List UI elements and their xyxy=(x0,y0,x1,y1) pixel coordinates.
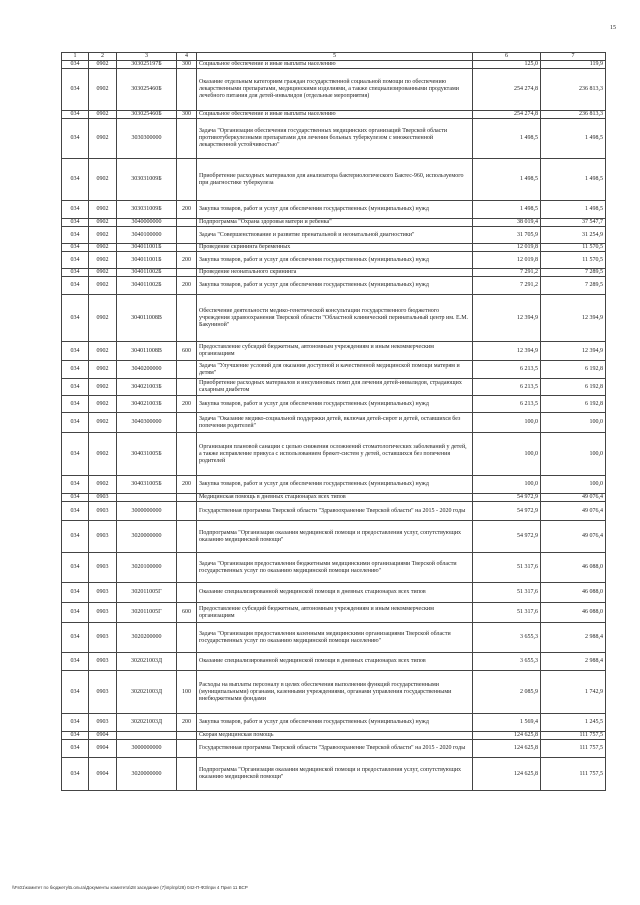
description-cell: Приобретение расходных материалов для анализатора бактериологического Бактес-960, используемого при диагностике туберкулеза xyxy=(197,159,473,201)
amount-planned-cell: 3 655,3 xyxy=(473,623,541,653)
expense-type-code-cell: 200 xyxy=(177,476,197,494)
target-article-code-cell: 304011001Б xyxy=(117,252,177,269)
table-row xyxy=(62,603,606,623)
file-path-footer: \\Fs01\комитет по бюджету\Б.ольга\Документы комитета\28 заседание (7)\пр\пр\28) 042-П-ФЗ\при 4 Прил 11 ВСР xyxy=(12,885,248,890)
department-code-cell: 034 xyxy=(62,119,89,159)
amount-executed-cell: 49 076,4 xyxy=(541,502,606,521)
section-code-cell: 0902 xyxy=(89,277,117,295)
target-article-code-cell: 304011002Б xyxy=(117,277,177,295)
department-code-cell: 034 xyxy=(62,295,89,342)
target-article-code-cell: 3030300000 xyxy=(117,119,177,159)
table-row xyxy=(62,277,606,295)
table-row xyxy=(62,623,606,653)
section-code-cell: 0902 xyxy=(89,433,117,476)
amount-planned-cell: 124 625,8 xyxy=(473,740,541,758)
amount-executed-cell: 1 742,9 xyxy=(541,671,606,714)
section-code-cell: 0902 xyxy=(89,396,117,413)
amount-planned-cell: 54 972,9 xyxy=(473,521,541,553)
amount-planned-cell: 100,0 xyxy=(473,433,541,476)
description-cell: Приобретение расходных материалов и инсулиновых помп для лечения детей-инвалидов, страдающих сахарным диабетом xyxy=(197,379,473,396)
page-number: 15 xyxy=(610,25,616,31)
table-row xyxy=(62,740,606,758)
amount-executed-cell: 100,0 xyxy=(541,413,606,433)
description-cell: Закупка товаров, работ и услуг для обеспечения государственных (муниципальных) нужд xyxy=(197,252,473,269)
amount-executed-cell: 37 547,7 xyxy=(541,219,606,227)
section-code-cell: 0903 xyxy=(89,553,117,583)
table-row xyxy=(62,379,606,396)
amount-executed-cell: 2 988,4 xyxy=(541,623,606,653)
department-code-cell: 034 xyxy=(62,361,89,379)
section-code-cell: 0902 xyxy=(89,227,117,244)
department-code-cell: 034 xyxy=(62,623,89,653)
amount-executed-cell: 31 254,9 xyxy=(541,227,606,244)
description-cell: Обеспечение деятельности медико-генетической консультации государственного бюджетного учреждения здравоохранения Тверской области "Областной клинический перинатальный центр им. Е.М. Бакуниной" xyxy=(197,295,473,342)
expense-type-code-cell: 200 xyxy=(177,201,197,219)
target-article-code-cell: 304011008В xyxy=(117,295,177,342)
target-article-code-cell: 3000000000 xyxy=(117,502,177,521)
table-row xyxy=(62,219,606,227)
table-row xyxy=(62,433,606,476)
amount-executed-cell: 12 394,9 xyxy=(541,342,606,361)
amount-planned-cell: 124 625,8 xyxy=(473,758,541,791)
amount-planned-cell: 100,0 xyxy=(473,476,541,494)
amount-planned-cell: 100,0 xyxy=(473,413,541,433)
header-row xyxy=(62,53,606,61)
section-code-cell: 0904 xyxy=(89,758,117,791)
amount-executed-cell: 49 076,4 xyxy=(541,521,606,553)
department-code-cell: 034 xyxy=(62,553,89,583)
amount-executed-cell: 12 394,9 xyxy=(541,295,606,342)
target-article-code-cell: 3040200000 xyxy=(117,361,177,379)
section-code-cell: 0903 xyxy=(89,623,117,653)
description-cell: Государственная программа Тверской области "Здравоохранение Тверской области" на 2015 - 2020 годы xyxy=(197,502,473,521)
table-row xyxy=(62,111,606,119)
description-cell: Задача "Совершенствование и развитие пренатальной и неонатальной диагностики" xyxy=(197,227,473,244)
amount-executed-cell: 6 192,8 xyxy=(541,379,606,396)
table-row xyxy=(62,269,606,277)
amount-executed-cell: 11 570,5 xyxy=(541,252,606,269)
description-cell: Оказание специализированной медицинской помощи в дневных стационарах всех типов xyxy=(197,583,473,603)
target-article-code-cell: 3020100000 xyxy=(117,553,177,583)
expense-type-code-cell xyxy=(177,732,197,740)
expense-type-code-cell xyxy=(177,653,197,671)
section-code-cell: 0902 xyxy=(89,69,117,111)
expense-type-code-cell xyxy=(177,227,197,244)
table-row xyxy=(62,61,606,69)
expense-type-code-cell: 600 xyxy=(177,603,197,623)
section-code-cell: 0903 xyxy=(89,653,117,671)
target-article-code-cell: 303025460Б xyxy=(117,69,177,111)
expense-type-code-cell xyxy=(177,413,197,433)
expense-type-code-cell xyxy=(177,553,197,583)
table-row xyxy=(62,758,606,791)
amount-planned-cell: 3 655,3 xyxy=(473,653,541,671)
table-row xyxy=(62,295,606,342)
section-code-cell: 0903 xyxy=(89,603,117,623)
amount-planned-cell: 1 498,5 xyxy=(473,201,541,219)
header-col-5: 5 xyxy=(197,53,473,61)
amount-executed-cell: 6 192,8 xyxy=(541,396,606,413)
header-col-3: 3 xyxy=(117,53,177,61)
section-code-cell: 0902 xyxy=(89,295,117,342)
amount-planned-cell: 6 213,5 xyxy=(473,396,541,413)
table-row xyxy=(62,494,606,502)
department-code-cell: 034 xyxy=(62,227,89,244)
description-cell: Проведение скрининга беременных xyxy=(197,244,473,252)
department-code-cell: 034 xyxy=(62,502,89,521)
amount-planned-cell: 12 019,8 xyxy=(473,244,541,252)
amount-planned-cell: 12 394,9 xyxy=(473,295,541,342)
amount-planned-cell: 125,0 xyxy=(473,61,541,69)
description-cell: Социальное обеспечение и иные выплаты населению xyxy=(197,61,473,69)
target-article-code-cell: 304011002Б xyxy=(117,269,177,277)
expense-type-code-cell: 200 xyxy=(177,714,197,732)
target-article-code-cell: 302021003Д xyxy=(117,671,177,714)
department-code-cell: 034 xyxy=(62,111,89,119)
expense-type-code-cell xyxy=(177,494,197,502)
target-article-code-cell: 302021003Д xyxy=(117,714,177,732)
amount-executed-cell: 2 988,4 xyxy=(541,653,606,671)
amount-planned-cell: 254 274,8 xyxy=(473,111,541,119)
amount-executed-cell: 100,0 xyxy=(541,433,606,476)
description-cell: Организация плановой санации с целью снижения осложнений стоматологических заболеваний у детей, а также исправление прикуса с использованием брекет-систем у детей, оставшихся без попечения родителей xyxy=(197,433,473,476)
amount-planned-cell: 6 213,5 xyxy=(473,361,541,379)
expense-type-code-cell: 600 xyxy=(177,342,197,361)
table-row xyxy=(62,476,606,494)
target-article-code-cell: 3000000000 xyxy=(117,740,177,758)
target-article-code-cell: 303025197Б xyxy=(117,61,177,69)
section-code-cell: 0903 xyxy=(89,494,117,502)
department-code-cell: 034 xyxy=(62,671,89,714)
description-cell: Задача "Организация предоставления бюджетными медицинскими организациями Тверской области государственных услуг по оказанию медицинской помощи населению" xyxy=(197,553,473,583)
section-code-cell: 0902 xyxy=(89,413,117,433)
description-cell: Закупка товаров, работ и услуг для обеспечения государственных (муниципальных) нужд xyxy=(197,714,473,732)
department-code-cell: 034 xyxy=(62,758,89,791)
description-cell: Подпрограмма "Охрана здоровья матери и ребенка" xyxy=(197,219,473,227)
expense-type-code-cell xyxy=(177,623,197,653)
section-code-cell: 0902 xyxy=(89,379,117,396)
amount-executed-cell: 46 088,0 xyxy=(541,583,606,603)
amount-planned-cell: 12 019,8 xyxy=(473,252,541,269)
description-cell: Задача "Организация предоставления казенными медицинскими организациями Тверской области государственных услуг по оказанию медицинской помощи населению" xyxy=(197,623,473,653)
section-code-cell: 0904 xyxy=(89,732,117,740)
table-row xyxy=(62,521,606,553)
description-cell: Закупка товаров, работ и услуг для обеспечения государственных (муниципальных) нужд xyxy=(197,201,473,219)
amount-executed-cell: 7 289,5 xyxy=(541,277,606,295)
amount-executed-cell: 1 498,5 xyxy=(541,201,606,219)
section-code-cell: 0902 xyxy=(89,159,117,201)
target-article-code-cell: 302021003Д xyxy=(117,653,177,671)
amount-planned-cell: 1 498,5 xyxy=(473,159,541,201)
table-row xyxy=(62,159,606,201)
section-code-cell: 0902 xyxy=(89,252,117,269)
section-code-cell: 0903 xyxy=(89,521,117,553)
description-cell: Задача "Оказание медико-социальной поддержки детей, включая детей-сирот и детей, оставшихся без попечения родителей" xyxy=(197,413,473,433)
department-code-cell: 034 xyxy=(62,653,89,671)
department-code-cell: 034 xyxy=(62,583,89,603)
amount-planned-cell: 51 317,6 xyxy=(473,553,541,583)
target-article-code-cell: 303025460Б xyxy=(117,111,177,119)
description-cell: Предоставление субсидий бюджетным, автономным учреждениям и иным некоммерческим организациям xyxy=(197,342,473,361)
description-cell: Предоставление субсидий бюджетным, автономным учреждениям и иным некоммерческим организациям xyxy=(197,603,473,623)
description-cell: Проведение неонатального скрининга xyxy=(197,269,473,277)
target-article-code-cell: 3020200000 xyxy=(117,623,177,653)
department-code-cell: 034 xyxy=(62,252,89,269)
section-code-cell: 0902 xyxy=(89,269,117,277)
department-code-cell: 034 xyxy=(62,732,89,740)
target-article-code-cell: 3040100000 xyxy=(117,227,177,244)
section-code-cell: 0902 xyxy=(89,244,117,252)
section-code-cell: 0903 xyxy=(89,714,117,732)
amount-executed-cell: 1 245,5 xyxy=(541,714,606,732)
section-code-cell: 0902 xyxy=(89,111,117,119)
department-code-cell: 034 xyxy=(62,159,89,201)
header-col-4: 4 xyxy=(177,53,197,61)
expense-type-code-cell: 300 xyxy=(177,61,197,69)
section-code-cell: 0902 xyxy=(89,119,117,159)
expense-type-code-cell xyxy=(177,69,197,111)
table-row xyxy=(62,244,606,252)
description-cell: Закупка товаров, работ и услуг для обеспечения государственных (муниципальных) нужд xyxy=(197,396,473,413)
description-cell: Подпрограмма "Организация оказания медицинской помощи и предоставления услуг, сопутствующих оказанию медицинской помощи" xyxy=(197,521,473,553)
section-code-cell: 0903 xyxy=(89,583,117,603)
table-row xyxy=(62,553,606,583)
amount-planned-cell: 1 498,5 xyxy=(473,119,541,159)
target-article-code-cell: 304021003Б xyxy=(117,379,177,396)
department-code-cell: 034 xyxy=(62,342,89,361)
target-article-code-cell: 3020000000 xyxy=(117,758,177,791)
section-code-cell: 0902 xyxy=(89,361,117,379)
amount-executed-cell: 46 088,0 xyxy=(541,553,606,583)
department-code-cell: 034 xyxy=(62,494,89,502)
table-row xyxy=(62,201,606,219)
amount-planned-cell: 12 394,9 xyxy=(473,342,541,361)
table-header xyxy=(62,53,606,61)
section-code-cell: 0903 xyxy=(89,502,117,521)
description-cell: Расходы на выплаты персоналу в целях обеспечения выполнения функций государственными (муниципальными) органами, казенными учреждениями, органами управления государственными внебюджетными фондами xyxy=(197,671,473,714)
section-code-cell: 0902 xyxy=(89,201,117,219)
expense-type-code-cell xyxy=(177,433,197,476)
target-article-code-cell: 3020000000 xyxy=(117,521,177,553)
amount-planned-cell: 124 625,8 xyxy=(473,732,541,740)
table-row xyxy=(62,361,606,379)
header-col-2: 2 xyxy=(89,53,117,61)
table-row xyxy=(62,396,606,413)
section-code-cell: 0903 xyxy=(89,671,117,714)
amount-planned-cell: 7 291,2 xyxy=(473,269,541,277)
amount-executed-cell: 46 088,0 xyxy=(541,603,606,623)
department-code-cell: 034 xyxy=(62,433,89,476)
amount-planned-cell: 6 213,5 xyxy=(473,379,541,396)
expense-type-code-cell: 200 xyxy=(177,396,197,413)
expense-type-code-cell xyxy=(177,758,197,791)
amount-planned-cell: 51 317,6 xyxy=(473,603,541,623)
table-row xyxy=(62,502,606,521)
amount-planned-cell: 1 569,4 xyxy=(473,714,541,732)
header-col-6: 6 xyxy=(473,53,541,61)
table-row xyxy=(62,583,606,603)
amount-executed-cell: 1 498,5 xyxy=(541,159,606,201)
target-article-code-cell: 3040000000 xyxy=(117,219,177,227)
expense-type-code-cell xyxy=(177,269,197,277)
target-article-code-cell: 304021003Б xyxy=(117,396,177,413)
department-code-cell: 034 xyxy=(62,244,89,252)
department-code-cell: 034 xyxy=(62,61,89,69)
table-row xyxy=(62,119,606,159)
table-row xyxy=(62,732,606,740)
expense-type-code-cell: 200 xyxy=(177,252,197,269)
description-cell: Оказание специализированной медицинской помощи в дневных стационарах всех типов xyxy=(197,653,473,671)
table-row xyxy=(62,413,606,433)
amount-planned-cell: 7 291,2 xyxy=(473,277,541,295)
target-article-code-cell: 304011008В xyxy=(117,342,177,361)
department-code-cell: 034 xyxy=(62,476,89,494)
amount-executed-cell: 236 813,3 xyxy=(541,69,606,111)
target-article-code-cell xyxy=(117,494,177,502)
expense-type-code-cell xyxy=(177,521,197,553)
header-col-1: 1 xyxy=(62,53,89,61)
amount-executed-cell: 7 289,5 xyxy=(541,269,606,277)
department-code-cell: 034 xyxy=(62,714,89,732)
description-cell: Задача "Организация обеспечения государственных медицинских организаций Тверской области противотуберкулезными препаратами для лечения больных туберкулезом с множественной лекарственной устойчивостью" xyxy=(197,119,473,159)
target-article-code-cell: 302011005Г xyxy=(117,583,177,603)
department-code-cell: 034 xyxy=(62,740,89,758)
target-article-code-cell: 304031005Б xyxy=(117,433,177,476)
department-code-cell: 034 xyxy=(62,413,89,433)
amount-planned-cell: 254 274,8 xyxy=(473,69,541,111)
description-cell: Медицинская помощь в дневных стационарах всех типов xyxy=(197,494,473,502)
table-row xyxy=(62,653,606,671)
expense-type-code-cell xyxy=(177,502,197,521)
target-article-code-cell: 302011005Г xyxy=(117,603,177,623)
amount-executed-cell: 111 757,5 xyxy=(541,740,606,758)
description-cell: Социальное обеспечение и иные выплаты населению xyxy=(197,111,473,119)
target-article-code-cell xyxy=(117,732,177,740)
section-code-cell: 0902 xyxy=(89,61,117,69)
expense-type-code-cell xyxy=(177,244,197,252)
expense-type-code-cell: 300 xyxy=(177,111,197,119)
header-col-7: 7 xyxy=(541,53,606,61)
department-code-cell: 034 xyxy=(62,277,89,295)
table-row xyxy=(62,342,606,361)
department-code-cell: 034 xyxy=(62,69,89,111)
department-code-cell: 034 xyxy=(62,603,89,623)
table-row xyxy=(62,714,606,732)
amount-executed-cell: 6 192,8 xyxy=(541,361,606,379)
expense-type-code-cell xyxy=(177,219,197,227)
budget-table xyxy=(61,52,606,791)
amount-planned-cell: 31 705,9 xyxy=(473,227,541,244)
target-article-code-cell: 304011001Б xyxy=(117,244,177,252)
description-cell: Государственная программа Тверской области "Здравоохранение Тверской области" на 2015 - 2020 годы xyxy=(197,740,473,758)
expense-type-code-cell: 200 xyxy=(177,277,197,295)
expense-type-code-cell: 100 xyxy=(177,671,197,714)
expense-type-code-cell xyxy=(177,159,197,201)
amount-planned-cell: 2 085,9 xyxy=(473,671,541,714)
department-code-cell: 034 xyxy=(62,269,89,277)
expense-type-code-cell xyxy=(177,119,197,159)
description-cell: Закупка товаров, работ и услуг для обеспечения государственных (муниципальных) нужд xyxy=(197,277,473,295)
description-cell: Оказание отдельным категориям граждан государственной социальной помощи по обеспечению лекарственными препаратами, медицинскими изделиями, а также специализированными продуктами лечебного питания для детей-инвалидов (отдельные мероприятия) xyxy=(197,69,473,111)
amount-executed-cell: 119,9 xyxy=(541,61,606,69)
target-article-code-cell: 304031005Б xyxy=(117,476,177,494)
expense-type-code-cell xyxy=(177,361,197,379)
target-article-code-cell: 3040300000 xyxy=(117,413,177,433)
amount-executed-cell: 100,0 xyxy=(541,476,606,494)
target-article-code-cell: 303031009Б xyxy=(117,159,177,201)
expense-type-code-cell xyxy=(177,740,197,758)
section-code-cell: 0902 xyxy=(89,476,117,494)
amount-planned-cell: 54 972,9 xyxy=(473,502,541,521)
description-cell: Скорая медицинская помощь xyxy=(197,732,473,740)
section-code-cell: 0902 xyxy=(89,219,117,227)
expense-type-code-cell xyxy=(177,583,197,603)
target-article-code-cell: 303031009Б xyxy=(117,201,177,219)
description-cell: Подпрограмма "Организация оказания медицинской помощи и предоставления услуг, сопутствующих оказанию медицинской помощи" xyxy=(197,758,473,791)
department-code-cell: 034 xyxy=(62,521,89,553)
expense-type-code-cell xyxy=(177,379,197,396)
section-code-cell: 0904 xyxy=(89,740,117,758)
table-row xyxy=(62,671,606,714)
section-code-cell: 0902 xyxy=(89,342,117,361)
description-cell: Закупка товаров, работ и услуг для обеспечения государственных (муниципальных) нужд xyxy=(197,476,473,494)
amount-planned-cell: 54 972,9 xyxy=(473,494,541,502)
department-code-cell: 034 xyxy=(62,219,89,227)
department-code-cell: 034 xyxy=(62,396,89,413)
table-row xyxy=(62,227,606,244)
table-row xyxy=(62,69,606,111)
amount-executed-cell: 49 076,4 xyxy=(541,494,606,502)
table-row xyxy=(62,252,606,269)
description-cell: Задача "Улучшение условий для оказания доступной и качественной медицинской помощи матерям и детям" xyxy=(197,361,473,379)
amount-executed-cell: 236 813,3 xyxy=(541,111,606,119)
amount-executed-cell: 111 757,5 xyxy=(541,758,606,791)
amount-executed-cell: 11 570,5 xyxy=(541,244,606,252)
amount-planned-cell: 51 317,6 xyxy=(473,583,541,603)
amount-executed-cell: 111 757,5 xyxy=(541,732,606,740)
amount-planned-cell: 38 019,4 xyxy=(473,219,541,227)
table-body xyxy=(62,61,606,791)
expense-type-code-cell xyxy=(177,295,197,342)
amount-executed-cell: 1 498,5 xyxy=(541,119,606,159)
department-code-cell: 034 xyxy=(62,379,89,396)
department-code-cell: 034 xyxy=(62,201,89,219)
